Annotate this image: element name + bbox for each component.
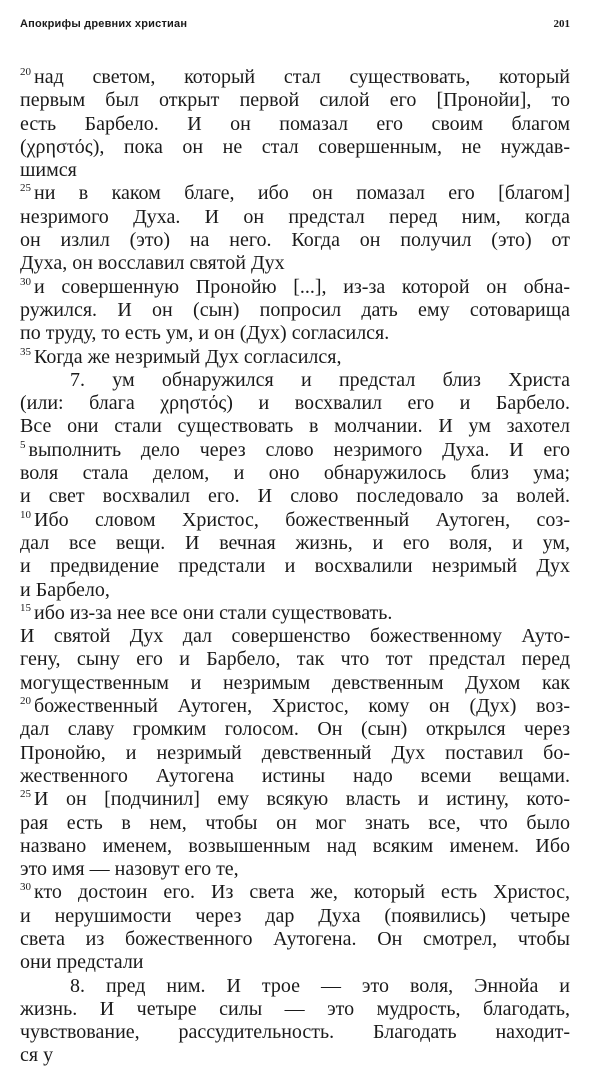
text-line	[20, 718, 570, 741]
text-line	[20, 509, 570, 532]
line-text: И он [подчинил] ему всякую власть и истину, кото-	[34, 788, 570, 811]
line-text: это имя — назовут его те,	[20, 858, 239, 881]
line-text: ся у	[20, 1044, 54, 1067]
line-text: Духа, он восславил святой Дух	[20, 252, 285, 275]
text-line	[20, 136, 570, 159]
line-text: над светом, который стал существовать, который	[34, 66, 570, 88]
line-text: 7. ум обнаружился и предстал близ Христа	[70, 368, 570, 391]
running-title: Апокрифы древних христиан	[20, 18, 188, 30]
text-line	[20, 742, 570, 765]
line-text: и предвидение предстали и восхвалили незримый Дух	[20, 555, 570, 578]
line-text: (или: блага χρηστός) и восхвалил его и Барбело.	[20, 392, 570, 415]
text-line	[20, 881, 570, 904]
text-line	[20, 975, 570, 998]
line-text: и нерушимости через дар Духа (появились) четыре	[20, 904, 570, 927]
text-line	[20, 369, 570, 392]
line-text: могущественным и незримым девственным Духом как	[20, 671, 570, 694]
text-line	[20, 835, 570, 858]
line-number: 5	[20, 438, 26, 451]
line-text: они предстали	[20, 951, 144, 974]
line-text: жественного Аутогена истины надо всеми вещами.	[20, 764, 570, 787]
line-text: по труду, то есть ум, и он (Дух) согласился.	[20, 322, 390, 345]
text-line	[20, 276, 570, 299]
text-body	[20, 66, 570, 1068]
line-text: незримого Духа. И он предстал перед ним, когда	[20, 205, 570, 228]
text-line	[20, 1021, 570, 1044]
line-number: 15	[20, 601, 31, 614]
line-number: 35	[20, 345, 31, 358]
text-line	[20, 928, 570, 951]
line-number: 30	[20, 275, 31, 288]
text-line	[20, 346, 570, 369]
text-line	[20, 555, 570, 578]
text-line	[20, 462, 570, 485]
text-line	[20, 532, 570, 555]
line-text: гену, сыну его и Барбело, так что тот предстал перед	[20, 648, 570, 671]
line-text: света из божественного Аутогена. Он смотрел, чтобы	[20, 927, 570, 950]
line-number: 30	[20, 881, 31, 894]
text-line	[20, 672, 570, 695]
text-line	[20, 951, 570, 974]
text-line	[20, 485, 570, 508]
text-line	[20, 905, 570, 928]
text-line	[20, 625, 570, 648]
text-line	[20, 113, 570, 136]
text-line	[20, 812, 570, 835]
text-line	[20, 788, 570, 811]
text-line	[20, 206, 570, 229]
line-text: и Барбело,	[20, 578, 110, 601]
text-line	[20, 322, 570, 345]
line-text: первым был открыт первой силой его [Пронойи], то	[20, 89, 570, 112]
line-text: есть Барбело. И он помазал его своим благом	[20, 112, 570, 135]
text-line	[20, 858, 570, 881]
line-text: шимся	[20, 159, 77, 182]
line-text: дал славу громким голосом. Он (сын) открылся через	[20, 718, 570, 741]
line-text: (χρηστός), пока он не стал совершенным, не нуждав-	[20, 135, 570, 158]
line-text: божественный Аутоген, Христос, кому он (Дух) воз-	[34, 695, 570, 718]
line-text: рая есть в нем, чтобы он мог знать все, что было	[20, 811, 570, 834]
page-number: 201	[553, 18, 570, 30]
line-text: дал все вещи. И вечная жизнь, и его воля, и ум,	[20, 531, 570, 554]
running-header	[20, 14, 570, 34]
line-number: 25	[20, 182, 31, 195]
line-text: Все они стали существовать в молчании. И ум захотел	[20, 415, 570, 438]
line-text: названо именем, возвышенным над всяким именем. Ибо	[20, 834, 570, 857]
line-text: Когда же незримый Дух согласился,	[34, 345, 342, 368]
line-text: кто достоин его. Из света же, который есть Христос,	[34, 881, 570, 904]
line-text: И святой Дух дал совершенство божественному Ауто-	[20, 625, 570, 648]
text-line	[20, 229, 570, 252]
line-text: и совершенную Пронойю [...], из-за которой он обна-	[34, 275, 570, 298]
line-text: воля стала делом, и оно обнаружилось близ ума;	[20, 462, 570, 485]
text-line	[20, 765, 570, 788]
text-line	[20, 159, 570, 182]
line-number: 20	[20, 695, 31, 708]
line-number: 25	[20, 788, 31, 801]
text-line	[20, 1044, 570, 1067]
line-text: Ибо словом Христос, божественный Аутоген, соз-	[34, 508, 570, 531]
text-line	[20, 415, 570, 438]
text-line	[20, 998, 570, 1021]
line-text: жизнь. И четыре силы — это мудрость, благодать,	[20, 997, 570, 1020]
line-text: и свет восхвалил его. И слово последовало за волей.	[20, 485, 570, 508]
text-line	[20, 602, 570, 625]
line-text: 8. пред ним. И трое — это воля, Эннойа и	[70, 974, 570, 997]
text-line	[20, 579, 570, 602]
line-number: 10	[20, 508, 31, 521]
line-number: 20	[20, 66, 31, 78]
text-line	[20, 439, 570, 462]
text-line	[20, 66, 570, 89]
line-text: он излил (это) на него. Когда он получил (это) от	[20, 229, 570, 252]
text-line	[20, 252, 570, 275]
text-line	[20, 648, 570, 671]
line-text: ибо из-за нее все они стали существовать.	[34, 601, 393, 624]
text-line	[20, 182, 570, 205]
text-line	[20, 89, 570, 112]
text-line	[20, 695, 570, 718]
line-text: выполнить дело через слово незримого Духа. И его	[28, 438, 570, 461]
line-text: чувствование, рассудительность. Благодать находит-	[20, 1021, 570, 1044]
line-text: ни в каком благе, ибо он помазал его [благом]	[34, 182, 570, 205]
line-text: ружился. И он (сын) попросил дать ему сотоварища	[20, 298, 570, 321]
line-text: Пронойю, и незримый девственный Дух поставил бо-	[20, 741, 570, 764]
text-line	[20, 392, 570, 415]
text-line	[20, 299, 570, 322]
